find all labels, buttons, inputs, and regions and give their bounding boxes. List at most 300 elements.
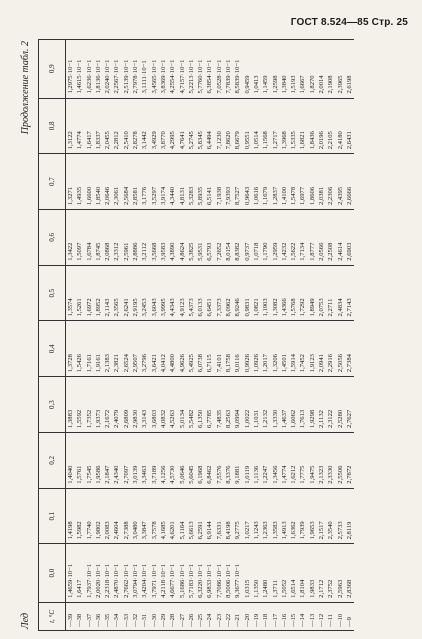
- value-cell: 3,2453: [140, 265, 149, 321]
- column-header: 0,2: [39, 432, 66, 488]
- value-cell: 2,7627: [345, 377, 354, 433]
- value-cell: 1,3082: [271, 265, 280, 321]
- value-cell: 6,6451: [205, 265, 214, 321]
- value-cell: 7,4101: [215, 321, 224, 377]
- value-cell: 5,9531: [196, 210, 205, 266]
- temperature-cell: —17: [271, 602, 280, 630]
- temperature-cell: —36: [94, 602, 103, 630]
- value-cell: 2,3965: [336, 40, 345, 99]
- value-cell: 1,3728: [66, 321, 76, 377]
- value-cell: 4,2554·10−1: [168, 40, 177, 99]
- value-cell: 3,7971·10−1: [150, 544, 159, 602]
- table-row: [261, 40, 270, 631]
- value-cell: 2,0868: [103, 210, 112, 266]
- value-cell: 1,2959: [271, 210, 280, 266]
- value-cell: 4,5263: [168, 377, 177, 433]
- value-cell: 5,5482: [187, 377, 196, 433]
- value-cell: 1,1568: [261, 98, 270, 154]
- table-row: [336, 40, 345, 631]
- value-cell: 1,0616: [252, 154, 261, 210]
- value-cell: 4,6677·10−1: [168, 544, 177, 602]
- table-row: [243, 40, 252, 631]
- value-cell: 0,9643: [243, 154, 252, 210]
- value-cell: 8,6679: [233, 98, 242, 154]
- value-cell: 2,8368: [345, 544, 354, 602]
- table-row: [280, 40, 289, 631]
- value-cell: 1,1031: [252, 377, 261, 433]
- value-cell: 1,5982: [75, 488, 84, 544]
- value-cell: 1,8436: [308, 98, 317, 154]
- temperature-cell: —19: [252, 602, 261, 630]
- value-cell: 1,5592: [75, 377, 84, 433]
- value-cell: 1,6417: [75, 544, 84, 602]
- value-cell: 2,1712: [317, 544, 326, 602]
- value-cell: 2,6198: [345, 40, 354, 99]
- value-cell: 9,0994: [233, 377, 242, 433]
- value-cell: 2,2508: [326, 210, 335, 266]
- table-body: [66, 40, 355, 631]
- value-cell: 1,5097: [75, 210, 84, 266]
- value-cell: 7,3373: [215, 265, 224, 321]
- value-cell: 1,6362: [289, 488, 298, 544]
- value-cell: 2,5733: [336, 488, 345, 544]
- value-cell: 2,3122: [326, 377, 335, 433]
- table-row: [75, 40, 84, 631]
- table-row: [112, 40, 121, 631]
- value-cell: 1,4913: [280, 488, 289, 544]
- table-caption-left: Лед: [20, 612, 31, 629]
- value-cell: 2,4340: [112, 432, 121, 488]
- temperature-cell: —29: [159, 602, 168, 630]
- value-cell: 2,7978·10−1: [131, 40, 140, 99]
- value-cell: 1,8952: [94, 265, 103, 321]
- value-cell: 4,7641: [178, 98, 187, 154]
- value-cell: 1,7937·10−1: [85, 544, 94, 602]
- table-row: [271, 40, 280, 631]
- value-cell: 1,6417: [85, 98, 94, 154]
- temperature-cell: —25: [196, 602, 205, 630]
- table-row: [317, 40, 326, 631]
- value-cell: 3,4565·10−1: [150, 40, 159, 99]
- value-cell: 5,3283: [187, 154, 196, 210]
- value-cell: 1,7775: [298, 432, 307, 488]
- value-cell: 1,3271: [66, 154, 76, 210]
- value-cell: 1,1679: [261, 154, 270, 210]
- value-cell: 1,4774: [280, 432, 289, 488]
- value-cell: 0,9926: [243, 321, 252, 377]
- temperature-cell: —28: [168, 602, 177, 630]
- value-cell: 7,1938: [215, 154, 224, 210]
- value-cell: 6,4494: [205, 98, 214, 154]
- value-cell: 2,9830: [131, 377, 140, 433]
- value-cell: 2,7872: [345, 432, 354, 488]
- value-cell: 1,0926: [252, 321, 261, 377]
- value-cell: 6,1968: [196, 432, 205, 488]
- value-cell: 2,2711: [326, 265, 335, 321]
- value-cell: 8,4198: [224, 488, 233, 544]
- table-row: [140, 40, 149, 631]
- value-cell: 1,3456: [271, 432, 280, 488]
- table-row: [205, 40, 214, 631]
- value-cell: 2,4604: [112, 488, 121, 544]
- value-cell: 1,5261: [75, 265, 84, 321]
- value-cell: 3,3847: [140, 488, 149, 544]
- value-cell: 3,8369·10−1: [159, 40, 168, 99]
- value-cell: 1,0119: [243, 432, 252, 488]
- value-cell: 2,4180: [336, 98, 345, 154]
- value-cell: 1,7740: [85, 488, 94, 544]
- value-cell: 2,0753: [317, 265, 326, 321]
- value-cell: 8,5006·10−1: [224, 544, 233, 602]
- value-cell: 1,6821: [298, 98, 307, 154]
- value-cell: 2,6431: [345, 98, 354, 154]
- value-cell: 6,9833·10−1: [205, 544, 214, 602]
- value-cell: 1,7939: [298, 488, 307, 544]
- value-cell: 6,3220·10−1: [196, 544, 205, 602]
- value-cell: 8,1758: [224, 321, 233, 377]
- table-row: [131, 40, 140, 631]
- value-cell: 1,8104: [298, 544, 307, 602]
- value-cell: 6,8462: [205, 432, 214, 488]
- value-cell: 4,9626: [178, 321, 187, 377]
- value-cell: 1,9298: [308, 377, 317, 433]
- value-cell: 1,5914: [289, 321, 298, 377]
- value-cell: 5,8345: [196, 98, 205, 154]
- value-cell: 3,5297: [150, 154, 159, 210]
- value-cell: 2,7143: [345, 265, 354, 321]
- value-cell: 3,2112: [140, 210, 149, 266]
- value-cell: 1,2363: [261, 488, 270, 544]
- value-cell: 9,0116: [233, 321, 242, 377]
- value-cell: 1,3711: [271, 544, 280, 602]
- table-row: [66, 40, 76, 631]
- value-cell: 1,8337: [94, 98, 103, 154]
- data-table: [38, 39, 354, 631]
- table-row: [345, 40, 354, 631]
- value-cell: 6,1350: [196, 377, 205, 433]
- value-cell: 1,6514: [289, 544, 298, 602]
- value-cell: 1,8745: [94, 210, 103, 266]
- value-cell: 4,1256: [159, 432, 168, 488]
- value-cell: 9,3677·10−1: [233, 544, 242, 602]
- value-cell: 1,2247: [261, 432, 270, 488]
- table-row: [159, 40, 168, 631]
- value-cell: 4,8131: [178, 154, 187, 210]
- value-cell: 2,4870·10−1: [112, 544, 121, 602]
- value-cell: 7,4835: [215, 377, 224, 433]
- table-row: [94, 40, 103, 631]
- value-cell: 1,3574: [66, 265, 76, 321]
- value-cell: 2,7662·10−1: [122, 544, 131, 602]
- value-cell: 4,0412: [159, 321, 168, 377]
- value-cell: 1,1350: [252, 544, 261, 602]
- value-cell: 1,6236·10−1: [85, 40, 94, 99]
- value-cell: 1,9653: [308, 488, 317, 544]
- value-cell: 5,2745: [187, 98, 196, 154]
- value-cell: 1,7352: [85, 377, 94, 433]
- value-cell: 2,1517: [317, 488, 326, 544]
- value-cell: 2,3565: [112, 265, 121, 321]
- temperature-cell: —9: [345, 602, 354, 630]
- value-cell: 4,1685: [159, 488, 168, 544]
- value-cell: 1,9586: [94, 432, 103, 488]
- value-cell: 2,8886: [131, 210, 140, 266]
- value-cell: 1,4040: [66, 432, 76, 488]
- value-cell: 1,9373: [94, 377, 103, 433]
- page-header: ГОСТ 8.524—85 Стр. 25: [290, 17, 408, 28]
- value-cell: 2,0014: [317, 40, 326, 99]
- value-cell: 1,3330: [271, 377, 280, 433]
- value-cell: 2,1847: [103, 432, 112, 488]
- value-cell: 1,1903: [261, 265, 270, 321]
- value-cell: 3,1776: [140, 154, 149, 210]
- table-caption-right: Продолжение табл. 2: [20, 41, 31, 135]
- temperature-cell: —12: [317, 602, 326, 630]
- value-cell: 1,5768: [289, 265, 298, 321]
- value-cell: 2,8581: [131, 154, 140, 210]
- column-header-temperature: t, °C: [39, 602, 66, 630]
- value-cell: 7,7839·10−1: [224, 40, 233, 99]
- table-row: [252, 40, 261, 631]
- table-row: [326, 40, 335, 631]
- value-cell: 1,4935: [75, 154, 84, 210]
- value-cell: 2,2318·10−1: [103, 544, 112, 602]
- value-cell: 2,6666: [345, 154, 354, 210]
- temperature-cell: —33: [122, 602, 131, 630]
- temperature-cell: —21: [233, 602, 242, 630]
- value-cell: 4,4343: [168, 265, 177, 321]
- table-row: [103, 40, 112, 631]
- value-cell: 2,3330: [326, 432, 335, 488]
- value-cell: 2,7097: [122, 432, 131, 488]
- value-cell: 1,4501: [280, 321, 289, 377]
- value-cell: 3,0139: [131, 432, 140, 488]
- temperature-cell: —16: [280, 602, 289, 630]
- value-cell: 2,8119: [345, 488, 354, 544]
- value-cell: 6,3854·10−1: [205, 40, 214, 99]
- value-cell: 1,7545: [85, 432, 94, 488]
- temperature-cell: —30: [150, 602, 159, 630]
- column-header: 0,6: [39, 210, 66, 266]
- value-cell: 4,5730: [168, 432, 177, 488]
- temperature-cell: —14: [298, 602, 307, 630]
- value-cell: 2,0646: [103, 154, 112, 210]
- value-cell: 5,0134: [178, 377, 187, 433]
- value-cell: 2,7384: [345, 321, 354, 377]
- value-cell: 7,5576: [215, 432, 224, 488]
- value-cell: 1,8136·10−1: [94, 40, 103, 99]
- value-cell: 1,2480: [261, 544, 270, 602]
- value-cell: 1,8606: [308, 154, 317, 210]
- value-cell: 2,3752: [326, 544, 335, 602]
- value-cell: 2,9195: [131, 265, 140, 321]
- value-cell: 3,9995: [159, 265, 168, 321]
- value-cell: 6,9144: [205, 488, 214, 544]
- temperature-cell: —26: [187, 602, 196, 630]
- value-cell: 1,4659·10−1: [66, 544, 76, 602]
- value-cell: 5,1164: [178, 488, 187, 544]
- value-cell: 5,8935: [196, 154, 205, 210]
- value-cell: 1,9475: [308, 432, 317, 488]
- table-row: [168, 40, 177, 631]
- value-cell: 2,1143: [103, 265, 112, 321]
- temperature-cell: —39: [66, 602, 76, 630]
- value-cell: 1,0022: [243, 377, 252, 433]
- value-cell: 8,5839·10−1: [233, 40, 242, 99]
- value-cell: 1,0315: [243, 544, 252, 602]
- value-cell: 1,2975·10−1: [66, 40, 76, 99]
- value-cell: 9,1881: [233, 432, 242, 488]
- value-cell: 2,6524: [122, 321, 131, 377]
- value-cell: 8,0962: [224, 265, 233, 321]
- value-cell: 7,8620: [224, 98, 233, 154]
- column-header: 0,7: [39, 154, 66, 210]
- value-cell: 3,1111·10−1: [140, 40, 149, 99]
- table-header-row: [39, 40, 66, 631]
- value-cell: 1,4366: [280, 265, 289, 321]
- value-cell: 8,7527: [233, 154, 242, 210]
- value-cell: 2,2916: [326, 321, 335, 377]
- value-cell: 2,4079: [112, 377, 121, 433]
- value-cell: 1,7452: [298, 321, 307, 377]
- value-cell: 3,5668: [150, 210, 159, 266]
- value-cell: 6,0133: [196, 265, 205, 321]
- value-cell: 1,1136: [252, 432, 261, 488]
- value-cell: 3,2796: [140, 321, 149, 377]
- value-cell: 2,0196: [317, 98, 326, 154]
- value-cell: 3,6043: [150, 265, 159, 321]
- value-cell: 3,9583: [159, 210, 168, 266]
- value-cell: 1,0514: [252, 98, 261, 154]
- value-cell: 7,6331: [215, 488, 224, 544]
- value-cell: 2,1672: [103, 377, 112, 433]
- value-cell: 1,2837: [271, 154, 280, 210]
- column-header: 0,8: [39, 98, 66, 154]
- value-cell: 4,3440: [168, 154, 177, 210]
- value-cell: 1,8270: [308, 40, 317, 99]
- temperature-cell: —22: [224, 602, 233, 630]
- table-row: [196, 40, 205, 631]
- value-cell: 5,2213·10−1: [187, 40, 196, 99]
- value-cell: 2,5056: [336, 321, 345, 377]
- value-cell: 1,5761: [75, 432, 84, 488]
- value-cell: 3,8770: [159, 98, 168, 154]
- value-cell: 1,1243: [252, 488, 261, 544]
- value-cell: 1,9123: [308, 321, 317, 377]
- temperature-cell: —15: [289, 602, 298, 630]
- value-cell: 2,9507: [131, 321, 140, 377]
- value-cell: 6,0738: [196, 321, 205, 377]
- value-cell: 1,3122: [66, 98, 76, 154]
- value-cell: 2,3821: [112, 321, 121, 377]
- value-cell: 1,5426: [75, 321, 84, 377]
- column-header: 0,9: [39, 40, 66, 99]
- value-cell: 2,6241: [122, 265, 131, 321]
- value-cell: 2,4395: [336, 154, 345, 210]
- value-cell: 1,0413: [252, 40, 261, 99]
- table-row: [122, 40, 131, 631]
- value-cell: 1,7134: [298, 210, 307, 266]
- value-cell: 1,5335: [289, 98, 298, 154]
- value-cell: 1,1790: [261, 210, 270, 266]
- value-cell: 1,4198: [66, 488, 76, 544]
- value-cell: 6,5141: [205, 154, 214, 210]
- value-cell: 2,3312: [112, 210, 121, 266]
- value-cell: 1,5622: [289, 210, 298, 266]
- value-cell: 2,0381: [317, 154, 326, 210]
- value-cell: 6,7115: [205, 321, 214, 377]
- value-cell: 1,4615·10−1: [75, 40, 84, 99]
- value-cell: 1,9802: [94, 488, 103, 544]
- value-cell: 7,7086·10−1: [215, 544, 224, 602]
- table-row: [224, 40, 233, 631]
- value-cell: 8,9246: [233, 265, 242, 321]
- table-row: [298, 40, 307, 631]
- value-cell: 8,8382: [233, 210, 242, 266]
- value-cell: 4,6201: [168, 488, 177, 544]
- value-cell: 0,9551: [243, 98, 252, 154]
- table-row: [308, 40, 317, 631]
- value-cell: 4,0832: [159, 377, 168, 433]
- value-cell: 3,6421: [150, 321, 159, 377]
- temperature-cell: —20: [243, 602, 252, 630]
- column-header: 0,0: [39, 544, 66, 602]
- value-cell: 2,1383: [103, 321, 112, 377]
- value-cell: 4,4800: [168, 321, 177, 377]
- value-cell: 5,4373: [187, 265, 196, 321]
- value-cell: 1,2132: [261, 377, 270, 433]
- table-row: [178, 40, 187, 631]
- value-cell: 2,2567·10−1: [112, 40, 121, 99]
- value-cell: 4,2118·10−1: [159, 544, 168, 602]
- value-cell: 0,9737: [243, 210, 252, 266]
- value-cell: 2,5139·10−1: [122, 40, 131, 99]
- value-cell: 7,0528·10−1: [215, 40, 224, 99]
- value-cell: 1,3883: [66, 377, 76, 433]
- value-cell: 1,9833: [308, 544, 317, 602]
- value-cell: 7,2652: [215, 210, 224, 266]
- value-cell: 3,9174: [159, 154, 168, 210]
- value-cell: 0,9459: [243, 40, 252, 99]
- value-cell: 2,5684: [122, 154, 131, 210]
- temperature-cell: —34: [112, 602, 121, 630]
- value-cell: 1,3583: [271, 488, 280, 544]
- value-cell: 2,5410: [122, 98, 131, 154]
- value-cell: 3,4929: [150, 98, 159, 154]
- value-cell: 1,0821: [252, 265, 261, 321]
- value-cell: 3,7578: [150, 488, 159, 544]
- value-cell: 2,1908: [326, 40, 335, 99]
- value-cell: 1,2017: [261, 321, 270, 377]
- value-cell: 8,2563: [224, 377, 233, 433]
- value-cell: 1,3422: [66, 210, 76, 266]
- value-cell: 2,5280: [336, 377, 345, 433]
- value-cell: 1,6212: [289, 432, 298, 488]
- temperature-cell: —31: [140, 602, 149, 630]
- value-cell: 3,1442: [140, 98, 149, 154]
- value-cell: 1,6972: [85, 265, 94, 321]
- value-cell: 2,7388: [122, 488, 131, 544]
- value-cell: 3,6803: [150, 377, 159, 433]
- table-row: [215, 40, 224, 631]
- temperature-cell: —38: [75, 602, 84, 630]
- value-cell: 2,2105: [326, 98, 335, 154]
- table-row: [233, 40, 242, 631]
- value-cell: 4,2995: [168, 98, 177, 154]
- value-cell: 3,0480: [131, 488, 140, 544]
- value-cell: 1,6784: [85, 210, 94, 266]
- value-cell: 1,5193: [289, 40, 298, 99]
